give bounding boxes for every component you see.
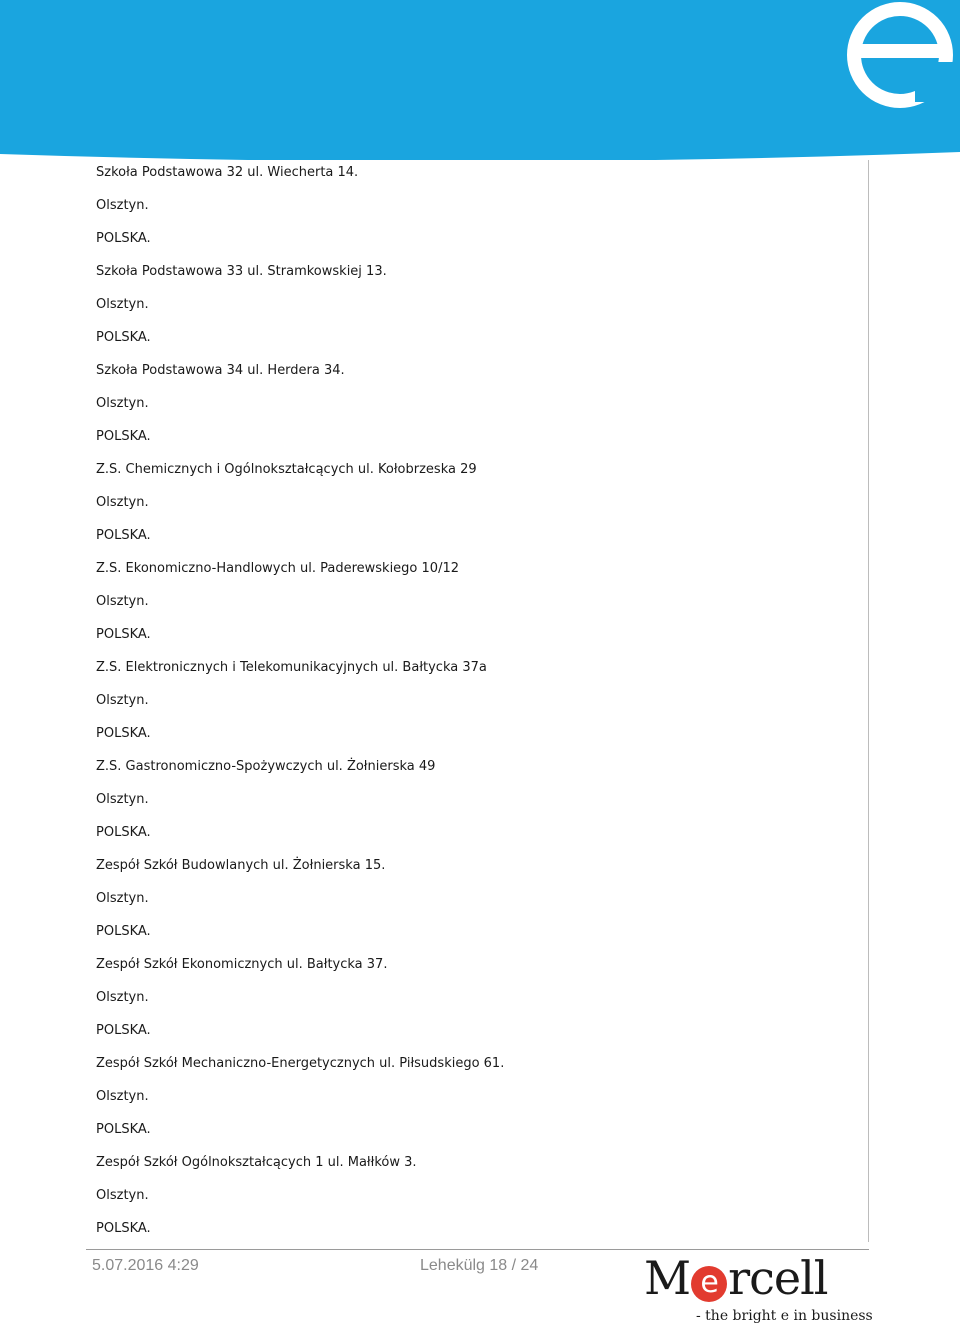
list-item: Szkoła Podstawowa 34 ul. Herdera 34. <box>96 363 345 378</box>
list-item: Olsztyn. <box>96 198 149 213</box>
list-item: POLSKA. <box>96 726 151 741</box>
list-item: POLSKA. <box>96 429 151 444</box>
logo-suffix: rcell <box>728 1251 828 1305</box>
list-item: Olsztyn. <box>96 693 149 708</box>
footer-divider <box>86 1249 869 1250</box>
logo-prefix: M <box>644 1251 691 1305</box>
list-item: Olsztyn. <box>96 990 149 1005</box>
list-item: POLSKA. <box>96 825 151 840</box>
list-item: Olsztyn. <box>96 594 149 609</box>
list-item: Szkoła Podstawowa 33 ul. Stramkowskiej 13. <box>96 264 387 279</box>
list-item: Olsztyn. <box>96 891 149 906</box>
list-item: POLSKA. <box>96 330 151 345</box>
list-item: Olsztyn. <box>96 297 149 312</box>
list-item: Olsztyn. <box>96 495 149 510</box>
list-item: POLSKA. <box>96 627 151 642</box>
list-item: Zespół Szkół Budowlanych ul. Żołnierska 15. <box>96 858 386 873</box>
list-item: Olsztyn. <box>96 396 149 411</box>
logo-e-icon: e <box>691 1266 727 1302</box>
list-item: Zespół Szkół Ekonomicznych ul. Bałtycka 37. <box>96 957 388 972</box>
list-item: Z.S. Elektronicznych i Telekomunikacyjnych ul. Bałtycka 37a <box>96 660 487 675</box>
list-item: POLSKA. <box>96 1122 151 1137</box>
page-number: Lehekülg 18 / 24 <box>420 1257 539 1274</box>
list-item: Olsztyn. <box>96 1188 149 1203</box>
list-item: POLSKA. <box>96 528 151 543</box>
list-item: POLSKA. <box>96 1023 151 1038</box>
logo-tagline: - the bright e in business <box>696 1308 873 1324</box>
list-item: POLSKA. <box>96 231 151 246</box>
list-item: Olsztyn. <box>96 1089 149 1104</box>
list-item: Olsztyn. <box>96 792 149 807</box>
logo-wordmark <box>644 1252 828 1304</box>
header-band <box>0 0 960 160</box>
list-item: Z.S. Chemicznych i Ogólnokształcących ul. Kołobrzeska 29 <box>96 462 477 477</box>
list-item: Szkoła Podstawowa 32 ul. Wiecherta 14. <box>96 165 359 180</box>
list-item: Zespół Szkół Mechaniczno-Energetycznych ul. Piłsudskiego 61. <box>96 1056 505 1071</box>
list-item: POLSKA. <box>96 924 151 939</box>
list-item: Zespół Szkół Ogólnokształcących 1 ul. Małłków 3. <box>96 1155 417 1170</box>
marcell-logo <box>644 1251 873 1329</box>
address-list <box>96 156 856 1245</box>
list-item: Z.S. Gastronomiczno-Spożywczych ul. Żołnierska 49 <box>96 759 436 774</box>
list-item: POLSKA. <box>96 1221 151 1236</box>
print-date: 5.07.2016 4:29 <box>92 1257 199 1274</box>
header-background <box>0 0 960 160</box>
list-item: Z.S. Ekonomiczno-Handlowych ul. Paderewskiego 10/12 <box>96 561 459 576</box>
